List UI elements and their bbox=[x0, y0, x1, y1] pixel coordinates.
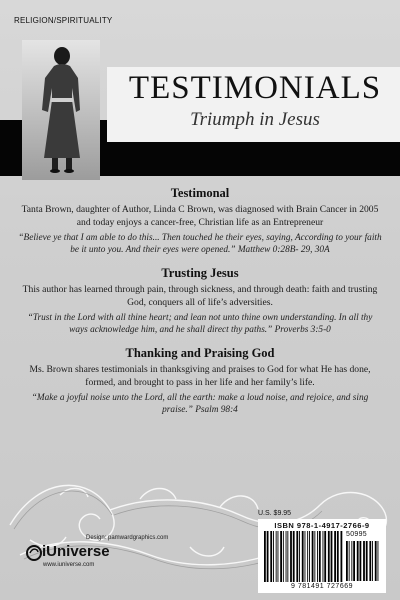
publisher-name: iUniverse bbox=[42, 543, 110, 560]
section-quote: “Believe ye that I am able to do this... Then touched he their eyes, saying, According to your faith be it unto you. And their eyes were opened.” Matthew 0:28B- 29, 30A bbox=[18, 233, 382, 255]
book-title: TESTIMONIALS bbox=[128, 70, 382, 106]
publisher-url: www.iuniverse.com bbox=[43, 562, 95, 568]
category-label: RELIGION/SPIRITUALITY bbox=[14, 16, 113, 25]
publisher-swirl-icon bbox=[26, 544, 42, 562]
section-quote: “Make a joyful noise unto the Lord, all the earth: make a loud noise, and rejoice, and sing praise.” Psalm 98:4 bbox=[31, 393, 369, 415]
author-photo bbox=[22, 40, 100, 180]
barcode-panel bbox=[258, 519, 386, 593]
publisher-logo bbox=[26, 543, 110, 573]
section-body: Tanta Brown, daughter of Author, Linda C Brown, was diagnosed with Brain Cancer in 2005 and today enjoys a cancer-free, Christian life as an Entrepreneur bbox=[21, 204, 379, 228]
section-quote: “Trust in the Lord with all thine heart; and lean not unto thine own understanding. In all thy ways acknowledge him, and he shall direct thy paths.” Proverbs 3:5-0 bbox=[27, 313, 373, 335]
section-body: Ms. Brown shares testimonials in thanksgiving and praises to God for what He has done, formed, and brought to pass in her life and her family’s life. bbox=[29, 364, 371, 388]
design-credit: Design: pamwardgraphics.com bbox=[86, 535, 169, 541]
author-figure bbox=[22, 40, 100, 180]
section-thanking-praising bbox=[18, 346, 382, 416]
barcode-addon-digits: 50995 bbox=[346, 531, 367, 538]
barcode-digits: 9 781491 727669 bbox=[291, 583, 353, 590]
section-heading: Testimonal bbox=[170, 186, 230, 200]
section-body: This author has learned through pain, through sickness, and through death: faith and trusting God, conquers all of life’s adversities. bbox=[22, 284, 378, 308]
section-heading: Trusting Jesus bbox=[161, 266, 239, 280]
section-heading: Thanking and Praising God bbox=[125, 346, 275, 360]
section-trusting-jesus bbox=[18, 266, 382, 336]
book-subtitle: Triumph in Jesus bbox=[190, 109, 320, 130]
isbn-label: ISBN 978-1-4917-2766-9 bbox=[274, 521, 370, 530]
section-testimonal bbox=[18, 186, 382, 256]
content-sections bbox=[18, 186, 382, 426]
price-label: U.S. $9.95 bbox=[258, 510, 292, 517]
